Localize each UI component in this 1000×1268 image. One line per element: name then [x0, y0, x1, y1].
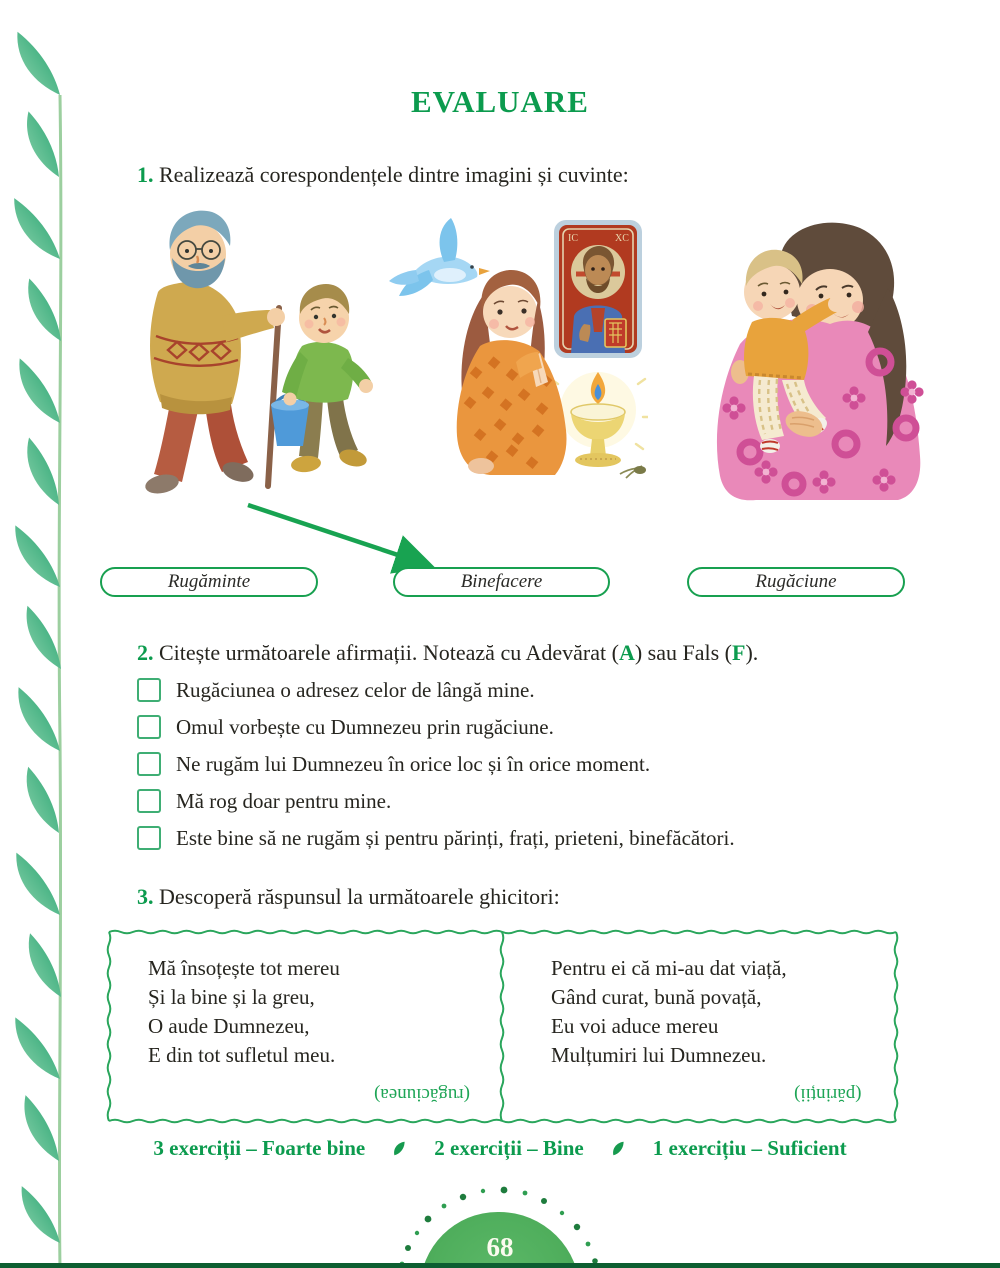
bottom-edge-bar — [0, 1263, 1000, 1268]
leaf-separator-icon — [391, 1140, 408, 1157]
exercise2-prompt-part3: ). — [745, 640, 759, 665]
praying-girl-figure — [457, 270, 567, 475]
riddle-line: Gând curat, bună povață, — [551, 985, 762, 1009]
riddle-line: Eu voi aduce mereu — [551, 1014, 719, 1038]
answer-checkbox-3[interactable] — [137, 752, 161, 776]
basil-sprig — [620, 466, 646, 478]
riddle-2 — [551, 954, 787, 1070]
riddle-1-answer: (rugăciunea) — [374, 1084, 470, 1105]
rating-legend — [0, 1136, 1000, 1161]
exercise2-number: 2. — [137, 640, 154, 665]
illustration-boy-helping-elderly-man — [110, 200, 375, 505]
statement-row — [137, 678, 735, 702]
label-rugaciune[interactable] — [687, 567, 905, 597]
leaf-separator-icon — [610, 1140, 627, 1157]
rating-suficient: 1 exercițiu – Suficient — [652, 1136, 847, 1160]
dove-icon — [389, 218, 490, 296]
exercise2-prompt-part1: Citește următoarele afirmații. Notează cu Adevărat ( — [159, 640, 619, 665]
rating-foarte-bine: 3 exerciții – Foarte bine — [153, 1136, 366, 1160]
adevarat-letter: A — [618, 640, 635, 665]
statement-row — [137, 715, 735, 739]
statement-row — [137, 826, 735, 850]
label-binefacere[interactable] — [393, 567, 610, 597]
statement-text: Rugăciunea o adresez celor de lângă mine. — [176, 677, 535, 702]
label-rugaciune-text: Rugăciune — [755, 571, 837, 592]
label-rugaminte-text: Rugăminte — [167, 571, 251, 592]
statement-row — [137, 752, 735, 776]
vine-decoration — [0, 0, 110, 1268]
exercise2-heading — [137, 640, 758, 666]
answer-checkbox-1[interactable] — [137, 678, 161, 702]
svg-text:XC: XC — [615, 233, 629, 244]
riddle-line: Mulțumiri lui Dumnezeu. — [551, 1043, 767, 1067]
exercise1-prompt: Realizează corespondențele dintre imagini și cuvinte: — [159, 162, 629, 187]
riddle-line: Mă însoțește tot mereu — [148, 956, 340, 980]
label-rugaminte[interactable] — [100, 567, 318, 597]
statements-list — [137, 678, 735, 850]
exercise3-number: 3. — [137, 884, 154, 909]
answer-checkbox-4[interactable] — [137, 789, 161, 813]
exercise3-prompt: Descoperă răspunsul la următoarele ghicitori: — [159, 884, 560, 909]
statement-text: Mă rog doar pentru mine. — [176, 788, 392, 813]
riddle-line: O aude Dumnezeu, — [148, 1014, 310, 1038]
riddle-line: Și la bine și la greu, — [148, 985, 315, 1009]
statement-row — [137, 789, 735, 813]
page-title: EVALUARE — [411, 84, 589, 119]
exercise1-number: 1. — [137, 162, 154, 187]
answer-checkbox-2[interactable] — [137, 715, 161, 739]
exercise1-heading — [137, 162, 629, 188]
riddle-line: E din tot sufletul meu. — [148, 1043, 336, 1067]
boy-figure — [271, 284, 373, 474]
statement-text: Ne rugăm lui Dumnezeu în orice loc și în orice moment. — [176, 751, 651, 776]
grandfather-figure — [144, 211, 285, 497]
illustration-girl-praying-before-icon — [388, 212, 648, 492]
exercise2-prompt-part2: ) sau Fals ( — [634, 640, 732, 665]
answer-checkbox-5[interactable] — [137, 826, 161, 850]
rating-bine: 2 exerciții – Bine — [434, 1136, 584, 1160]
fals-letter: F — [732, 640, 746, 665]
statement-text: Este bine să ne rugăm și pentru părinți, frați, prieteni, binefăcători. — [176, 825, 735, 850]
statement-text: Omul vorbește cu Dumnezeu prin rugăciune. — [176, 714, 554, 739]
riddle-line: Pentru ei că mi-au dat viață, — [551, 956, 787, 980]
riddle-2-answer: (părinții) — [794, 1084, 862, 1105]
illustration-mother-holding-child — [674, 212, 930, 502]
svg-text:IC: IC — [568, 233, 578, 244]
label-binefacere-text: Binefacere — [460, 571, 543, 592]
riddle-1 — [148, 954, 340, 1070]
page-number: 68 — [486, 1232, 514, 1262]
exercise3-heading — [137, 884, 560, 910]
icon-of-christ — [554, 220, 642, 358]
riddles-box — [105, 928, 900, 1125]
